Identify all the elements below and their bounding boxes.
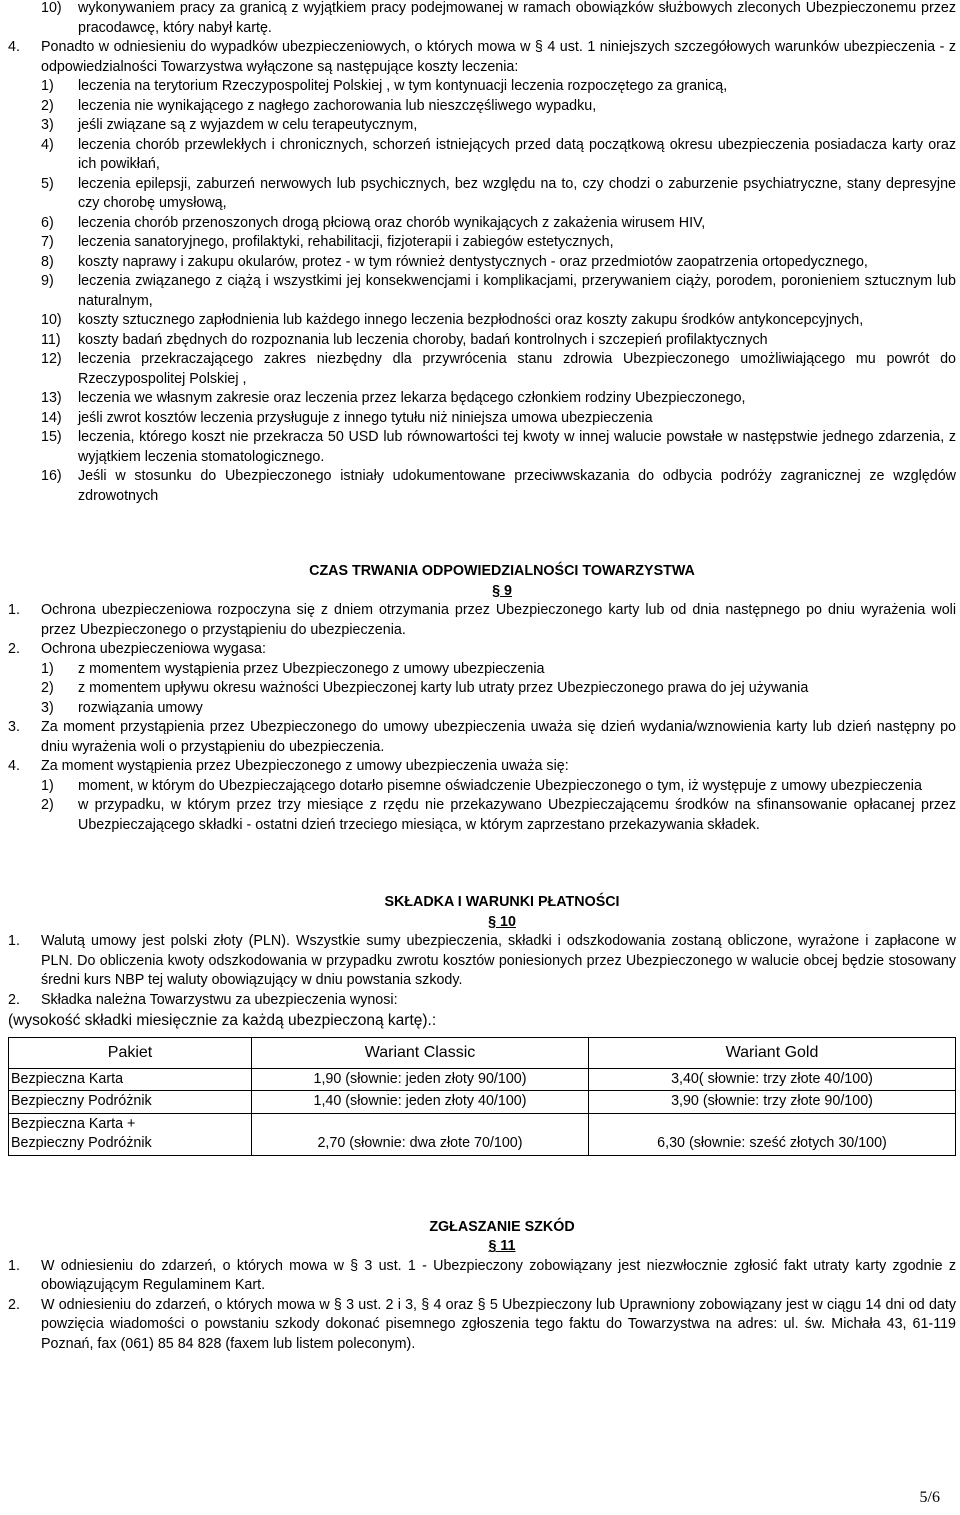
paragraph: 1. Ochrona ubezpieczeniowa rozpoczyna się z dniem otrzymania przez Ubezpieczonego karty lub od dnia następnego po dniu wyrażenia woli przez Ubezpieczonego o przystąpieniu do ubezpieczenia. [8, 602, 956, 638]
list-item: 15) leczenia, którego koszt nie przekracza 50 USD lub równowartości tej kwoty w innej walucie powstałe w następstwie jednego zdarzenia, z wyjątkiem leczenia stomatologicznego. [41, 429, 956, 465]
table-header: Wariant Gold [589, 1037, 956, 1068]
list-item: 11) koszty badań zbędnych do rozpoznania lub leczenia choroby, badań kontrolnych i szczepień profilaktycznych [41, 331, 768, 348]
paragraph: 1. Walutą umowy jest polski złoty (PLN). Wszystkie sumy ubezpieczenia, składki i odszkodowania zostaną obliczone, wyrażone i zapłacone w PLN. Do obliczenia kwoty odszkodowania w przypadku zwrotu kosztów poniesionych przez Ubezpieczonego w walucie obcej będzie stosowany średni kurs NBP tej waluty obowiązujący w dniu powstania szkody. [8, 933, 956, 988]
paragraph: 4. Ponadto w odniesieniu do wypadków ubezpieczeniowych, o których mowa w § 4 ust. 1 niniejszych szczegółowych warunków ubezpieczenia - z odpowiedzialności Towarzystwa wyłączone są następujące koszty leczenia: [8, 39, 956, 75]
section-number: § 10 [488, 913, 516, 930]
list-item: 9) leczenia związanego z ciążą i wszystkimi jej konsekwencjami i komplikacjami, przerywaniem ciąży, porodem, poronieniem sztucznym lub naturalnym, [41, 273, 956, 309]
list-item: 10) koszty sztucznego zapłodnienia lub każdego innego leczenia bezpłodności oraz koszty zakupu środków antykoncepcyjnych, [41, 312, 864, 328]
list-item: 1) z momentem wystąpienia przez Ubezpieczonego z umowy ubezpieczenia [41, 660, 545, 677]
paragraph: 1. W odniesieniu do zdarzeń, o których mowa w § 3 ust. 1 - Ubezpieczony zobowiązany jest niezwłocznie zgłosić fakt utraty karty zgodnie z obowiązującym Regulaminem Kart. [8, 1257, 956, 1293]
table-row: Bezpieczna Karta 1,90 (słownie: jeden złoty 90/100) 3,40( słownie: trzy złote 40/100) [9, 1068, 956, 1091]
list-item: 8) koszty naprawy i zakupu okularów, protez - w tym również dentystycznych - oraz przedmiotów zaopatrzenia ortopedycznego, [41, 253, 868, 270]
list-item: 1) moment, w którym do Ubezpieczającego dotarło pisemne oświadczenie Ubezpieczonego o tym, iż występuje z umowy ubezpieczenia [41, 777, 922, 794]
exclusion-list [8, 77, 956, 506]
section-heading: ZGŁASZANIE SZKÓD [429, 1218, 575, 1235]
table-header: Wariant Classic [252, 1037, 589, 1068]
paragraph: 2. Składka należna Towarzystwu za ubezpieczenia wynosi: [8, 991, 398, 1008]
section-heading: CZAS TRWANIA ODPOWIEDZIALNOŚCI TOWARZYSTWA [309, 563, 695, 579]
list-item: 3) jeśli związane są z wyjazdem w celu terapeutycznym, [41, 117, 418, 133]
list-item: 12) leczenia przekraczającego zakres niezbędny dla przywrócenia stanu zdrowia Ubezpieczonego umożliwiającego mu powrót do Rzeczypospolitej Polskiej , [41, 351, 956, 387]
list-item: 1) leczenia na terytorium Rzeczypospolitej Polskiej , w tym kontynuacji leczenia rozpoczętego za granicą, [41, 78, 728, 94]
paragraph: 3. Za moment przystąpienia przez Ubezpieczonego do umowy ubezpieczenia uważa się dzień wydania/wznowienia karty lub dzień następny po dniu wyrażenia woli o przystąpieniu do ubezpieczenia. [8, 719, 956, 755]
list-item: 2) z momentem upływu okresu ważności Ubezpieczonej karty lub utraty przez Ubezpieczonego prawa do jej używania [41, 680, 809, 696]
list-item: 2) w przypadku, w którym przez trzy miesiące z rzędu nie przekazywano Ubezpieczającemu środków na sfinansowanie opłacanej przez Ubezpieczającego składki - ostatni dzień trzeciego miesiąca, w którym zaprzestano przekazywania składek. [41, 797, 956, 833]
list-item: 2) leczenia nie wynikającego z nagłego zachorowania lub nieszczęśliwego wypadku, [41, 97, 597, 114]
section-number: § 11 [488, 1238, 516, 1254]
table-header: Pakiet [9, 1037, 252, 1068]
page-number: 5/6 [919, 1489, 940, 1506]
list-item: 6) leczenia chorób przenoszonych drogą płciową oraz chorób wynikających z zakażenia wirusem HIV, [41, 214, 706, 231]
list-item: 5) leczenia epilepsji, zaburzeń nerwowych lub psychicznych, bez względu na to, czy chodzi o zaburzenie psychiatryczne, stany depresyjne czy chorobę umysłową, [41, 175, 956, 211]
list-item: 4) leczenia chorób przewlekłych i chronicznych, schorzeń istniejących przed datą początkową okresu ubezpieczenia posiadacza karty oraz ich powikłań, [41, 136, 956, 172]
table-row: Bezpieczny Podróżnik 1,40 (słownie: jeden złoty 40/100) 3,90 (słownie: trzy złote 90/100) [9, 1091, 956, 1114]
paragraph: 4. Za moment wystąpienia przez Ubezpieczonego z umowy ubezpieczenia uważa się: [8, 758, 569, 774]
table-row: Bezpieczna Karta + Bezpieczny Podróżnik 2,70 (słownie: dwa złote 70/100) 6,30 (słownie: sześć złotych 30/100) [9, 1113, 956, 1155]
list-item: 3) rozwiązania umowy [41, 699, 203, 716]
list-item: 13) leczenia we własnym zakresie oraz leczenia przez lekarza będącego członkiem rodziny Ubezpieczonego, [41, 390, 746, 406]
list-item: 14) jeśli zwrot kosztów leczenia przysługuje z innego tytułu niż niniejsza umowa ubezpieczenia [41, 409, 653, 426]
section-heading: SKŁADKA I WARUNKI PŁATNOŚCI [384, 894, 620, 910]
premium-table [8, 1037, 956, 1156]
section-number: § 9 [492, 582, 512, 599]
list-item: 16) Jeśli w stosunku do Ubezpieczonego istniały udokumentowane przeciwwskazania do odbycia podróży zagranicznej ze względów zdrowotnych [41, 468, 956, 504]
paragraph: 2. W odniesieniu do zdarzeń, o których mowa w § 3 ust. 2 i 3, § 4 oraz § 5 Ubezpieczony lub Uprawniony zobowiązany jest w ciągu 14 dni od daty powzięcia wiadomości o powstaniu szkody dokonać pisemnego zgłoszenia tego faktu do Towarzystwa na adres: ul. św. Michała 43, 61-119 Poznań, fax (061) 85 84 828 (faxem lub listem poleconym). [8, 1296, 956, 1352]
list [8, 777, 956, 836]
list-item: 10) wykonywaniem pracy za granicą z wyjątkiem pracy podejmowanej w ramach obowiązków służbowych zleconych Ubezpieczonemu przez pracodawcę, który nabył kartę. [41, 0, 956, 36]
document-page [8, 0, 956, 1354]
list-item: 7) leczenia sanatoryjnego, profilaktyki, rehabilitacji, fizjoterapii i zabiegów estetycznych, [41, 234, 614, 250]
list [8, 660, 956, 719]
premium-note: (wysokość składki miesięcznie za każdą ubezpieczoną kartę).: [8, 1012, 437, 1029]
paragraph: 2. Ochrona ubezpieczeniowa wygasa: [8, 641, 266, 657]
